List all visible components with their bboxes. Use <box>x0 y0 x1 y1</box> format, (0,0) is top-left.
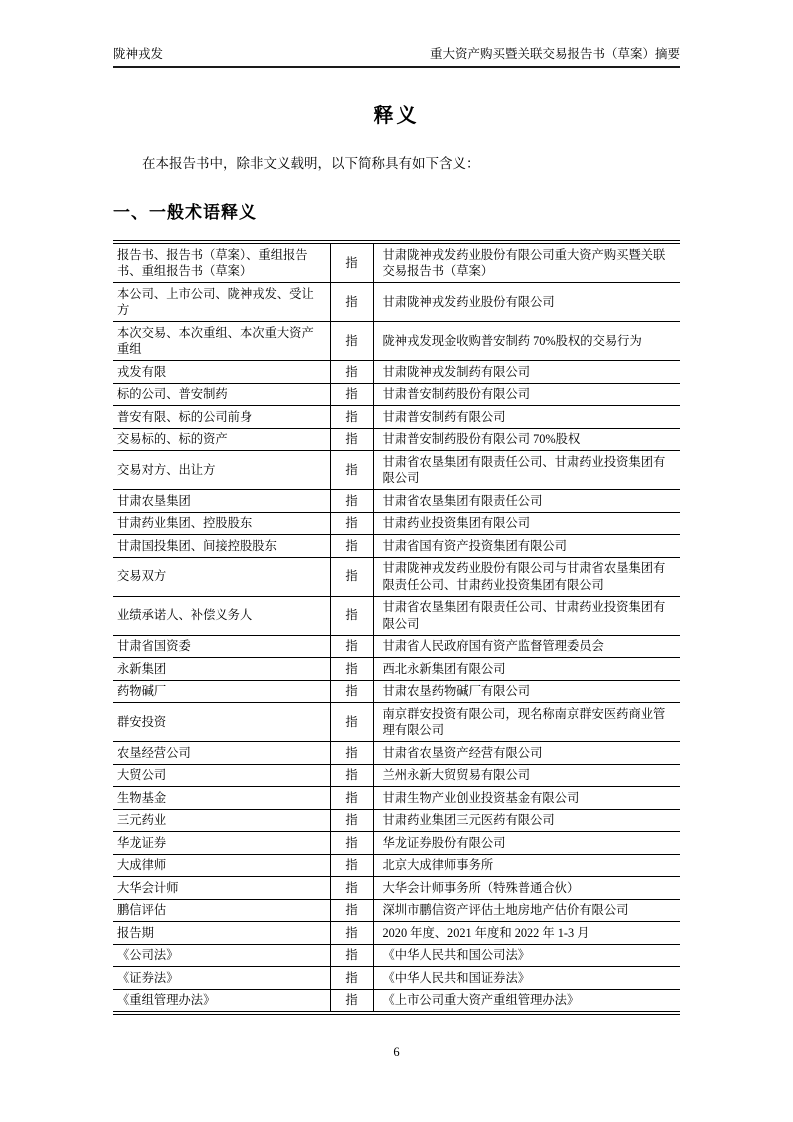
link-cell: 指 <box>330 406 373 429</box>
term-cell: 甘肃国投集团、间接控股股东 <box>113 535 330 558</box>
link-cell: 指 <box>330 764 373 787</box>
table-row <box>113 490 680 513</box>
definition-cell: 甘肃普安制药有限公司 <box>373 406 680 429</box>
link-cell: 指 <box>330 451 373 490</box>
term-cell: 业绩承诺人、补偿义务人 <box>113 596 330 635</box>
table-row <box>113 944 680 967</box>
link-cell: 指 <box>330 703 373 742</box>
definition-cell: 甘肃农垦药物碱厂有限公司 <box>373 680 680 703</box>
term-cell: 群安投资 <box>113 703 330 742</box>
header-left-text: 陇神戎发 <box>113 47 164 61</box>
term-cell: 戎发有限 <box>113 361 330 384</box>
table-row <box>113 322 680 361</box>
definition-cell: 《中华人民共和国公司法》 <box>373 944 680 967</box>
term-cell: 标的公司、普安制药 <box>113 383 330 406</box>
table-row <box>113 989 680 1013</box>
term-cell: 报告书、报告书（草案）、重组报告书、重组报告书（草案） <box>113 242 330 283</box>
term-cell: 华龙证券 <box>113 832 330 855</box>
definition-cell: 陇神戎发现金收购普安制药 70%股权的交易行为 <box>373 322 680 361</box>
table-row <box>113 764 680 787</box>
page-footer <box>0 1045 793 1060</box>
link-cell: 指 <box>330 596 373 635</box>
term-cell: 交易对方、出让方 <box>113 451 330 490</box>
definition-cell: 甘肃省农垦集团有限责任公司 <box>373 490 680 513</box>
page-header <box>113 46 680 68</box>
definition-cell: 《中华人民共和国证券法》 <box>373 967 680 990</box>
table-row <box>113 635 680 658</box>
table-row <box>113 383 680 406</box>
definition-cell: 甘肃普安制药股份有限公司 <box>373 383 680 406</box>
glossary-table <box>113 240 680 1015</box>
table-row <box>113 406 680 429</box>
definition-cell: 深圳市鹏信资产评估土地房地产估价有限公司 <box>373 899 680 922</box>
term-cell: 大华会计师 <box>113 877 330 900</box>
link-cell: 指 <box>330 899 373 922</box>
link-cell: 指 <box>330 428 373 451</box>
definition-cell: 甘肃省国有资产投资集团有限公司 <box>373 535 680 558</box>
term-cell: 药物碱厂 <box>113 680 330 703</box>
link-cell: 指 <box>330 989 373 1013</box>
term-cell: 普安有限、标的公司前身 <box>113 406 330 429</box>
definition-cell: 华龙证券股份有限公司 <box>373 832 680 855</box>
term-cell: 生物基金 <box>113 787 330 810</box>
table-row <box>113 922 680 945</box>
table-row <box>113 596 680 635</box>
definition-cell: 甘肃药业集团三元医药有限公司 <box>373 809 680 832</box>
term-cell: 本公司、上市公司、陇神戎发、受让方 <box>113 283 330 322</box>
link-cell: 指 <box>330 922 373 945</box>
term-cell: 三元药业 <box>113 809 330 832</box>
term-cell: 甘肃农垦集团 <box>113 490 330 513</box>
page-number: 6 <box>393 1045 400 1059</box>
term-cell: 甘肃省国资委 <box>113 635 330 658</box>
definition-cell: 甘肃陇神戎发药业股份有限公司与甘肃省农垦集团有限责任公司、甘肃药业投资集团有限公司 <box>373 557 680 596</box>
section-heading: 一、一般术语释义 <box>113 203 257 222</box>
definition-cell: 甘肃陇神戎发药业股份有限公司重大资产购买暨关联交易报告书（草案） <box>373 242 680 283</box>
table-row <box>113 899 680 922</box>
term-cell: 《公司法》 <box>113 944 330 967</box>
header-right-text: 重大资产购买暨关联交易报告书（草案）摘要 <box>429 47 680 61</box>
definition-cell: 2020 年度、2021 年度和 2022 年 1-3 月 <box>373 922 680 945</box>
term-cell: 永新集团 <box>113 658 330 681</box>
link-cell: 指 <box>330 383 373 406</box>
link-cell: 指 <box>330 535 373 558</box>
link-cell: 指 <box>330 512 373 535</box>
link-cell: 指 <box>330 635 373 658</box>
term-cell: 农垦经营公司 <box>113 742 330 765</box>
term-cell: 大成律师 <box>113 854 330 877</box>
table-row <box>113 832 680 855</box>
definition-cell: 甘肃普安制药股份有限公司 70%股权 <box>373 428 680 451</box>
link-cell: 指 <box>330 967 373 990</box>
table-row <box>113 535 680 558</box>
definition-cell: 南京群安投资有限公司，现名称南京群安医药商业管理有限公司 <box>373 703 680 742</box>
link-cell: 指 <box>330 658 373 681</box>
table-row <box>113 742 680 765</box>
link-cell: 指 <box>330 944 373 967</box>
table-row <box>113 242 680 283</box>
table-row <box>113 658 680 681</box>
definition-cell: 大华会计师事务所（特殊普通合伙） <box>373 877 680 900</box>
term-cell: 本次交易、本次重组、本次重大资产重组 <box>113 322 330 361</box>
glossary-table-body <box>113 242 680 1013</box>
intro-paragraph: 在本报告书中，除非文义载明，以下简称具有如下含义： <box>142 156 480 171</box>
definition-cell: 甘肃省人民政府国有资产监督管理委员会 <box>373 635 680 658</box>
term-cell: 大贸公司 <box>113 764 330 787</box>
table-row <box>113 967 680 990</box>
link-cell: 指 <box>330 787 373 810</box>
link-cell: 指 <box>330 832 373 855</box>
term-cell: 交易双方 <box>113 557 330 596</box>
link-cell: 指 <box>330 242 373 283</box>
term-cell: 《证券法》 <box>113 967 330 990</box>
definition-cell: 甘肃生物产业创业投资基金有限公司 <box>373 787 680 810</box>
table-row <box>113 451 680 490</box>
definition-cell: 西北永新集团有限公司 <box>373 658 680 681</box>
link-cell: 指 <box>330 283 373 322</box>
term-cell: 交易标的、标的资产 <box>113 428 330 451</box>
table-row <box>113 703 680 742</box>
term-cell: 《重组管理办法》 <box>117 993 216 1007</box>
definition-cell: 兰州永新大贸贸易有限公司 <box>373 764 680 787</box>
term-cell: 甘肃药业集团、控股股东 <box>113 512 330 535</box>
link-cell: 指 <box>330 322 373 361</box>
table-row <box>113 680 680 703</box>
table-row <box>113 877 680 900</box>
link-cell: 指 <box>330 361 373 384</box>
definition-cell: 甘肃陇神戎发制药有限公司 <box>373 361 680 384</box>
definition-cell: 甘肃药业投资集团有限公司 <box>373 512 680 535</box>
definition-cell: 甘肃省农垦集团有限责任公司、甘肃药业投资集团有限公司 <box>373 596 680 635</box>
table-row <box>113 809 680 832</box>
link-cell: 指 <box>330 490 373 513</box>
link-cell: 指 <box>330 877 373 900</box>
link-cell: 指 <box>330 680 373 703</box>
table-row <box>113 283 680 322</box>
term-cell: 报告期 <box>113 922 330 945</box>
definition-cell: 甘肃陇神戎发药业股份有限公司 <box>373 283 680 322</box>
definition-cell: 甘肃省农垦资产经营有限公司 <box>373 742 680 765</box>
link-cell: 指 <box>330 742 373 765</box>
link-cell: 指 <box>330 854 373 877</box>
page-title: 释义 <box>373 105 420 127</box>
table-row <box>113 512 680 535</box>
table-row <box>113 557 680 596</box>
table-row <box>113 787 680 810</box>
link-cell: 指 <box>330 557 373 596</box>
term-cell: 鹏信评估 <box>113 899 330 922</box>
definition-cell: 《上市公司重大资产重组管理办法》 <box>382 993 580 1007</box>
link-cell: 指 <box>330 809 373 832</box>
table-row <box>113 361 680 384</box>
table-row <box>113 854 680 877</box>
definition-cell: 甘肃省农垦集团有限责任公司、甘肃药业投资集团有限公司 <box>373 451 680 490</box>
definition-cell: 北京大成律师事务所 <box>373 854 680 877</box>
table-row <box>113 428 680 451</box>
